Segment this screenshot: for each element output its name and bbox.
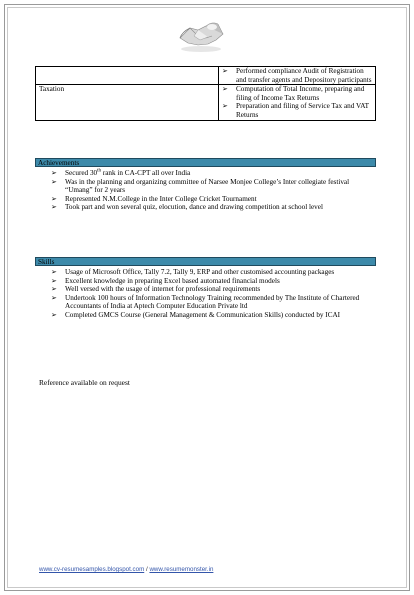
table-row bbox=[36, 85, 376, 120]
arrow-bullet-icon: ➢ bbox=[51, 310, 57, 319]
footer-link-cv-resumesamples[interactable]: www.cv-resumesamples.blogspot.com bbox=[39, 566, 145, 573]
arrow-bullet-icon: ➢ bbox=[51, 285, 57, 294]
list-item: ➢ Performed compliance Audit of Registration and transfer agents and Depository participants bbox=[222, 67, 372, 84]
footer-links bbox=[39, 566, 213, 575]
arrow-bullet-icon: ➢ bbox=[51, 276, 57, 285]
experience-table bbox=[35, 66, 376, 121]
footer-separator: / bbox=[145, 566, 148, 573]
skills-list bbox=[51, 268, 371, 320]
list-item: ➢ Undertook 100 hours of Information Technology Training recommended by The Institute of Chartered Accountants of India at Aptech Computer Education Private ltd bbox=[51, 293, 360, 311]
table-cell-items bbox=[219, 67, 376, 85]
handshake-icon bbox=[176, 14, 226, 54]
arrow-bullet-icon: ➢ bbox=[222, 102, 228, 111]
list-item: ➢ Preparation and filing of Service Tax and VAT Returns bbox=[222, 102, 369, 119]
arrow-bullet-icon: ➢ bbox=[51, 268, 57, 276]
table-row bbox=[36, 67, 376, 85]
arrow-bullet-icon: ➢ bbox=[51, 293, 57, 302]
list-item: ➢ Computation of Total Income, preparing and filing of Income Tax Returns bbox=[222, 85, 365, 102]
list-item: ➢ Was in the planning and organizing committee of Narsee Monjee College’s Inter collegiate festival “Umang” for 2 years bbox=[51, 177, 350, 195]
list-item: ➢ Well versed with the usage of internet for professional requirements bbox=[51, 285, 261, 294]
arrow-bullet-icon: ➢ bbox=[51, 169, 57, 177]
list-item: ➢ Excellent knowledge in preparing Excel based automated financial models bbox=[51, 276, 280, 285]
list-item: ➢ Completed GMCS Course (General Management & Communication Skills) conducted by ICAI bbox=[51, 310, 341, 319]
arrow-bullet-icon: ➢ bbox=[51, 194, 57, 203]
table-cell-label: Taxation bbox=[36, 85, 219, 120]
achievements-list bbox=[51, 169, 371, 212]
list-item: ➢ Took part and won several quiz, elocution, dance and drawing competition at school level bbox=[51, 203, 323, 212]
footer-link-resumemonster[interactable]: www.resumemonster.in bbox=[149, 566, 214, 573]
table-cell-label bbox=[36, 67, 219, 85]
skills-heading: Skills bbox=[35, 257, 376, 266]
list-item: ➢ Represented N.M.College in the Inter College Cricket Tournament bbox=[51, 194, 257, 203]
list-item: ➢ Usage of Microsoft Office, Tally 7.2, Tally 9, ERP and other customised accounting packages bbox=[51, 268, 335, 276]
arrow-bullet-icon: ➢ bbox=[51, 203, 57, 212]
arrow-bullet-icon: ➢ bbox=[222, 67, 228, 75]
reference-note: Reference available on request bbox=[39, 378, 130, 387]
list-item bbox=[51, 169, 371, 178]
achievement-rank-text: Secured 30th rank in CA-CPT all over India bbox=[65, 168, 191, 177]
arrow-bullet-icon: ➢ bbox=[222, 85, 228, 94]
table-cell-items bbox=[219, 85, 376, 120]
achievements-heading: Achievements bbox=[35, 158, 376, 167]
arrow-bullet-icon: ➢ bbox=[51, 177, 57, 186]
